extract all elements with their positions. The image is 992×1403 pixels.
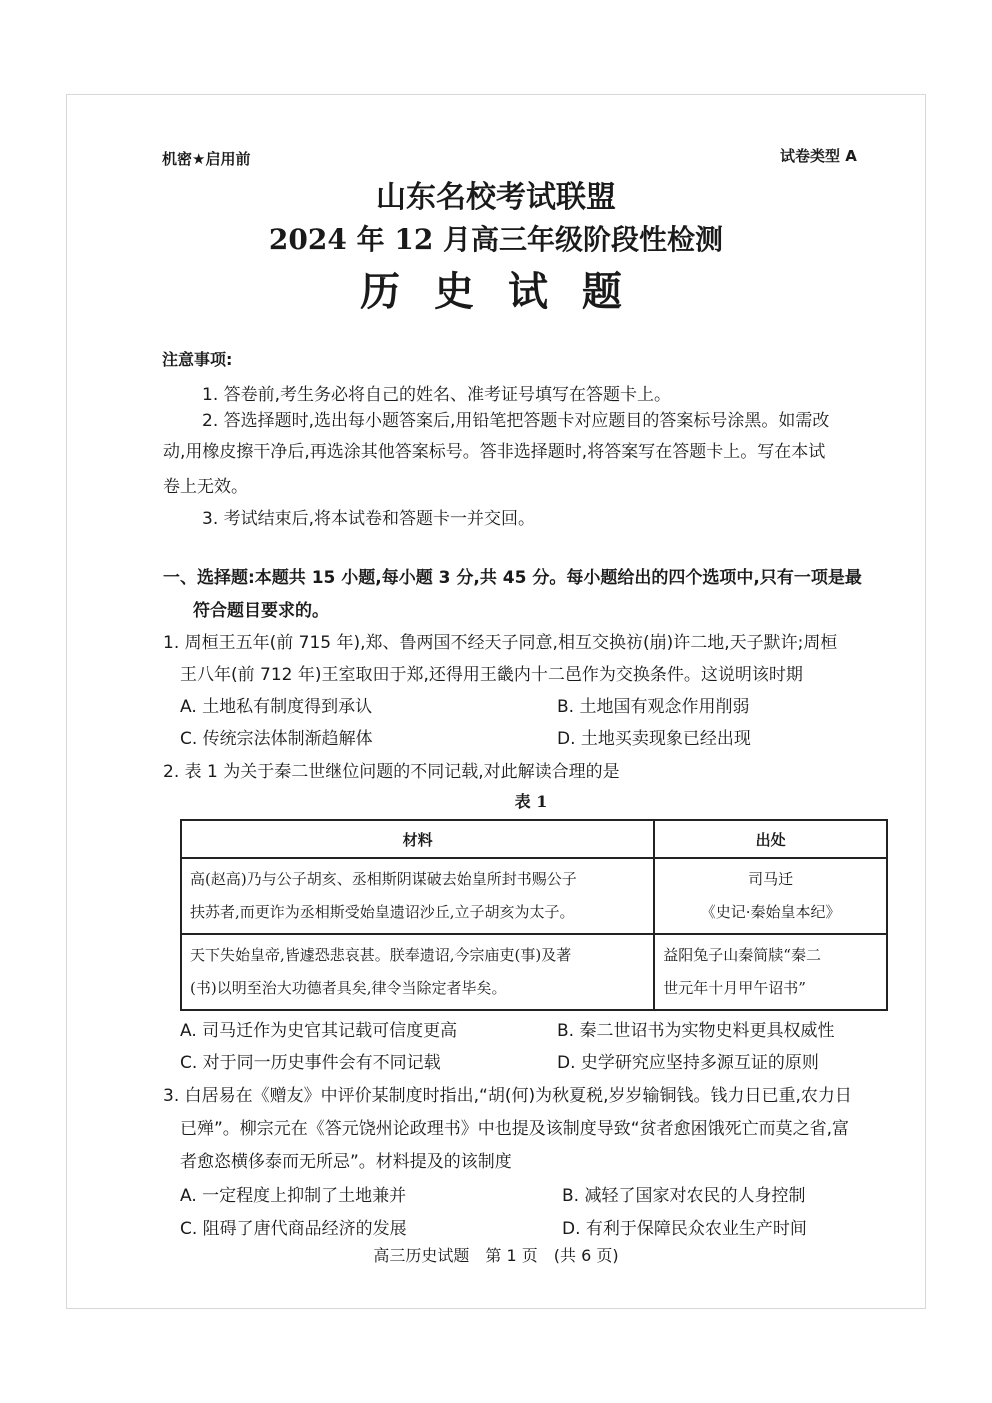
q2-stem: 2. 表 1 为关于秦二世继位问题的不同记载,对此解读合理的是 bbox=[163, 762, 620, 782]
q2-option-a: A. 司马迁作为史官其记载可信度更高 bbox=[180, 1021, 458, 1041]
notice-item-3: 3. 考试结束后,将本试卷和答题卡一并交回。 bbox=[202, 509, 536, 529]
row-1-material bbox=[181, 858, 654, 934]
q1-stem-line-2: 王八年(前 712 年)王室取田于郑,还得用王畿内十二邑作为交换条件。这说明该时期 bbox=[180, 665, 803, 685]
q3-stem-line-1: 3. 白居易在《赠友》中评价某制度时指出,“胡(何)为秋夏税,岁岁输铜钱。钱力日已重,农力日 bbox=[163, 1086, 852, 1106]
row-1-source-line-2: 《史记·秦始皇本纪》 bbox=[700, 903, 841, 921]
notice-heading: 注意事项: bbox=[162, 350, 233, 369]
q3-stem-line-2: 已殚”。柳宗元在《答元饶州论政理书》中也提及该制度导致“贫者愈困饿死亡而莫之省,富 bbox=[180, 1119, 850, 1139]
exam-title: 2024 年 12 月高三年级阶段性检测 bbox=[268, 223, 724, 256]
q2-option-b: B. 秦二世诏书为实物史料更具权威性 bbox=[557, 1021, 835, 1041]
table-header-row bbox=[181, 820, 887, 858]
notice-item-2-line-2: 动,用橡皮擦干净后,再选涂其他答案标号。答非选择题时,将答案写在答题卡上。写在本试 bbox=[163, 442, 826, 462]
row-2-source-line-2: 世元年十月甲午诏书” bbox=[663, 979, 806, 997]
org-title: 山东名校考试联盟 bbox=[376, 180, 616, 215]
row-1-material-line-1: 高(赵高)乃与公子胡亥、丞相斯阴谋破去始皇所封书赐公子 bbox=[190, 870, 577, 888]
q1-option-b: B. 土地国有观念作用削弱 bbox=[557, 697, 750, 717]
subject-title: 历 史 试 题 bbox=[360, 268, 632, 315]
table-caption: 表 1 bbox=[514, 792, 548, 811]
q2-option-d: D. 史学研究应坚持多源互证的原则 bbox=[557, 1053, 819, 1073]
q1-stem-line-1: 1. 周桓王五年(前 715 年),郑、鲁两国不经天子同意,相互交换祊(崩)许二地,天子默许;周桓 bbox=[163, 633, 838, 653]
page-footer: 高三历史试题 第 1 页 (共 6 页) bbox=[373, 1246, 619, 1265]
row-1-source bbox=[654, 858, 887, 934]
q1-option-c: C. 传统宗法体制渐趋解体 bbox=[180, 729, 373, 749]
q3-option-b: B. 减轻了国家对农民的人身控制 bbox=[562, 1186, 806, 1206]
notice-item-1: 1. 答卷前,考生务必将自己的姓名、准考证号填写在答题卡上。 bbox=[202, 385, 672, 405]
row-2-material-line-1: 天下失始皇帝,皆遽恐悲哀甚。朕奉遗诏,今宗庙吏(事)及著 bbox=[190, 946, 572, 964]
header-material: 材料 bbox=[181, 820, 654, 858]
row-1-source-line-1: 司马迁 bbox=[748, 870, 794, 888]
confidential-label: 机密★启用前 bbox=[162, 150, 251, 168]
row-2-material bbox=[181, 934, 654, 1010]
paper-type-label: 试卷类型 A bbox=[780, 147, 857, 165]
q1-option-d: D. 土地买卖现象已经出现 bbox=[557, 729, 751, 749]
notice-item-2-line-1: 2. 答选择题时,选出每小题答案后,用铅笔把答题卡对应题目的答案标号涂黑。如需改 bbox=[202, 411, 830, 431]
source-table bbox=[180, 819, 888, 1011]
q3-option-c: C. 阻碍了唐代商品经济的发展 bbox=[180, 1219, 407, 1239]
row-2-source bbox=[654, 934, 887, 1010]
q2-option-c: C. 对于同一历史事件会有不同记载 bbox=[180, 1053, 441, 1073]
notice-item-2-line-3: 卷上无效。 bbox=[163, 477, 248, 497]
row-2-source-line-1: 益阳兔子山秦简牍“秦二 bbox=[663, 946, 821, 964]
q3-option-a: A. 一定程度上抑制了土地兼并 bbox=[180, 1186, 407, 1206]
table-row bbox=[181, 858, 887, 934]
row-2-material-line-2: (书)以明至治大功德者具矣,律令当除定者毕矣。 bbox=[190, 979, 507, 997]
q3-option-d: D. 有利于保障民众农业生产时间 bbox=[562, 1219, 807, 1239]
section-1-heading-line-2: 符合题目要求的。 bbox=[193, 601, 329, 621]
header-source: 出处 bbox=[654, 820, 887, 858]
table-row bbox=[181, 934, 887, 1010]
q3-stem-line-3: 者愈恣横侈泰而无所忌”。材料提及的该制度 bbox=[180, 1152, 512, 1172]
row-1-material-line-2: 扶苏者,而更诈为丞相斯受始皇遗诏沙丘,立子胡亥为太子。 bbox=[190, 903, 575, 921]
section-1-heading-line-1: 一、选择题:本题共 15 小题,每小题 3 分,共 45 分。每小题给出的四个选项中,只有一项是最 bbox=[163, 568, 862, 588]
q1-option-a: A. 土地私有制度得到承认 bbox=[180, 697, 373, 717]
